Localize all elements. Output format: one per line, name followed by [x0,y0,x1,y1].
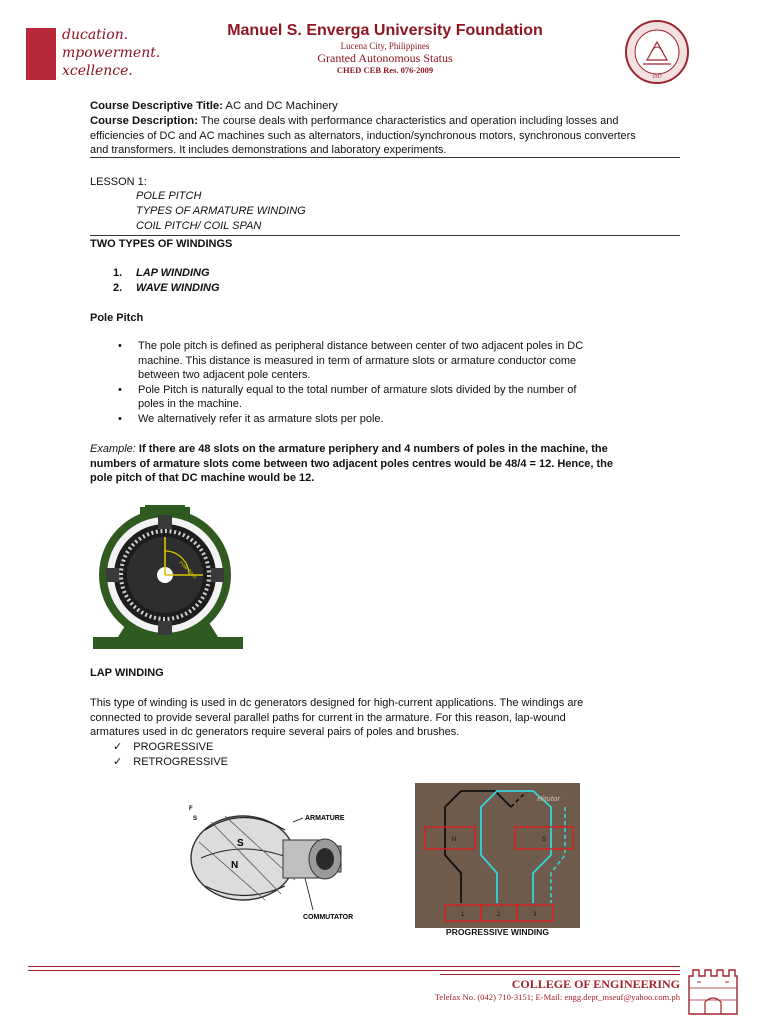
pole-s-label: S [542,837,547,843]
bullet-line: • Pole Pitch is naturally equal to the total number of armature slots divided by the number of [138,383,577,396]
armature-label-f: F [189,806,193,812]
checkmark-icon: ✓ [113,756,123,768]
logo-line-1: ducation. [62,27,129,43]
example-paragraph [90,442,690,486]
bullet-line: poles in the machine. [138,398,242,411]
segment-1-label: 1 [461,912,465,918]
logo-line-3: xcellence. [62,63,133,79]
autonomous-status: Granted Autonomous Status [317,51,453,65]
lesson-label: LESSON 1: [90,176,147,188]
seal-year: 1947 [652,75,662,80]
armature-pole-s: S [237,838,244,849]
pole-n-label: N [452,837,457,843]
footer-rule-2 [28,970,680,971]
segment-3-label: 3 [533,912,537,918]
lap-line-3: armatures used in dc generators require several pairs of poles and brushes. [90,726,460,739]
windings-heading: TWO TYPES OF WINDINGS [90,238,233,250]
footer-rule-1 [28,966,680,967]
check-item-progressive: ✓ PROGRESSIVE [113,741,214,753]
course-desc-first: The course deals with performance characteristics and operation including losses and [200,115,619,127]
lap-winding-paragraph [90,696,690,740]
university-name: Manuel S. Enverga University Foundation [227,22,543,39]
course-desc-label: Course Description: [90,115,198,127]
college-name: COLLEGE OF ENGINEERING [511,977,680,991]
course-desc-line-3: and transformers. It includes demonstrations and laboratory experiments. [90,144,447,157]
university-city: Lucena City, Philippines [340,41,430,51]
course-desc-line-1 [90,114,690,129]
bullet-item [112,339,682,383]
progressive-winding-caption: PROGRESSIVE WINDING [445,927,550,937]
bullet-line: machine. This distance is measured in term of armature slots or armature conductor come [138,354,577,367]
example-line-1 [90,442,690,457]
pole-pitch-figure-label: Pole Pitch [177,560,198,581]
example-label: Example: [90,443,136,455]
lap-line-1: This type of winding is used in dc generators designed for high-current applications. The windings are [90,697,584,709]
divider-top [90,157,680,158]
winding-item-2: WAVE WINDING [136,282,220,294]
commutator-label: COMMUTATOR [303,914,354,921]
contact-info: Telefax No. (042) 710-3151; E-Mail: engg.dept_mseuf@yahoo.com.ph [434,992,680,1002]
course-title-value: AC and DC Machinery [225,100,338,112]
course-title-line [90,99,690,114]
winding-item-1-num: 1. [113,267,123,279]
university-seal [625,20,689,84]
logo-e-block [26,28,56,80]
armature-label: ARMATURE [305,815,345,822]
winding-item-2-num: 2. [113,282,123,294]
ched-resolution: CHED CEB Res. 076-2009 [336,65,434,75]
check-item-retrogressive: ✓ RETROGRESSIVE [113,756,229,768]
divider-lesson [90,235,680,236]
segment-2-label: 2 [497,912,501,918]
winding-item-1: LAP WINDING [136,267,210,279]
course-desc-line-2: efficiencies of DC and AC machines such as alternators, induction/synchronous motors, synchronous converters [90,129,636,142]
bullet-line: between two adjacent pole centers. [138,369,311,382]
progressive-winding-figure [415,783,580,928]
bullet-line: • The pole pitch is defined as peripheral distance between center of two adjacent poles in DC [138,340,584,352]
pole-pitch-heading: Pole Pitch [90,312,144,324]
footer-rule-3 [440,974,680,975]
armature-figure [185,800,385,922]
logo-line-2: mpowerment. [62,45,161,61]
armature-pole-n: N [231,860,239,871]
checkmark-icon: ✓ [113,741,123,753]
example-line-3: pole pitch of that DC machine would be 12. [90,472,315,485]
armature-label-s: S [193,816,198,822]
lap-winding-heading: LAP WINDING [90,667,164,679]
winding-watermark: Hitutor [537,796,560,803]
castle-icon [683,958,743,1016]
lesson-topic-1: POLE PITCH [136,190,202,202]
example-line-2: numbers of armature slots come between two adjacent poles centres would be 48/4 = 12. Hence, the [90,457,613,470]
bullet-item [112,383,682,412]
course-description [90,114,690,158]
bullet-item [112,412,682,427]
education-logo [26,26,178,82]
lesson-topic-2: TYPES OF ARMATURE WINDING [136,205,306,217]
example-first: If there are 48 slots on the armature periphery and 4 numbers of poles in the machine, the [138,443,608,455]
bullet-line: • We alternatively refer it as armature slots per pole. [138,412,384,425]
lesson-topic-3: COIL PITCH/ COIL SPAN [136,220,262,232]
lap-line-2: connected to provide several parallel paths for current in the armature. For this reason, lap-wound [90,711,566,724]
course-title-label: Course Descriptive Title: [90,100,223,112]
pole-pitch-bullets [112,339,682,427]
dc-machine-figure [93,505,243,650]
